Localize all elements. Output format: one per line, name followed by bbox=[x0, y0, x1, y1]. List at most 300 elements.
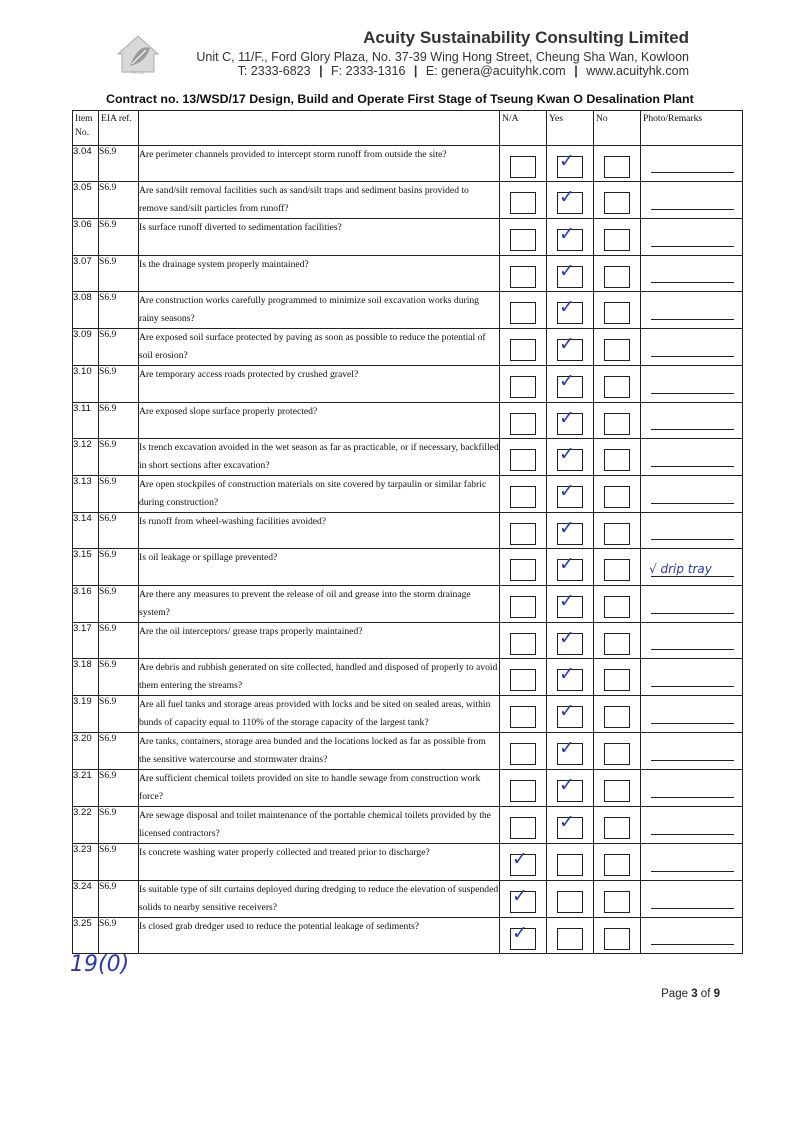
na-cell bbox=[500, 329, 547, 366]
checkmark-icon: ✓ bbox=[559, 333, 575, 356]
no-checkbox[interactable] bbox=[604, 780, 630, 802]
no-checkbox[interactable] bbox=[604, 486, 630, 508]
remarks-cell bbox=[641, 402, 743, 438]
yes-cell bbox=[547, 329, 594, 366]
table-row bbox=[73, 549, 743, 585]
checkmark-icon: ✓ bbox=[559, 223, 575, 246]
table-row bbox=[73, 512, 743, 548]
checkmark-icon: ✓ bbox=[512, 848, 528, 871]
item-number: 3.16 bbox=[73, 585, 99, 622]
remarks-cell bbox=[641, 329, 743, 366]
na-cell bbox=[500, 366, 547, 402]
no-checkbox[interactable] bbox=[604, 559, 630, 581]
header-yes: Yes bbox=[547, 111, 594, 146]
yes-checkbox[interactable] bbox=[557, 811, 583, 839]
yes-cell bbox=[547, 917, 594, 953]
checklist-table bbox=[72, 110, 743, 954]
no-cell bbox=[594, 146, 641, 182]
no-cell bbox=[594, 659, 641, 696]
checkmark-icon: ✓ bbox=[559, 259, 575, 282]
table-header-row bbox=[73, 111, 743, 146]
remarks-line[interactable] bbox=[651, 686, 734, 687]
item-number: 3.13 bbox=[73, 475, 99, 512]
table-row bbox=[73, 255, 743, 291]
remarks-line[interactable] bbox=[651, 944, 734, 945]
no-checkbox[interactable] bbox=[604, 449, 630, 471]
yes-cell bbox=[547, 182, 594, 219]
yes-cell bbox=[547, 770, 594, 807]
question-text: Are exposed slope surface properly protected? bbox=[139, 402, 500, 438]
no-cell bbox=[594, 807, 641, 844]
separator: | bbox=[574, 64, 578, 78]
na-checkbox[interactable] bbox=[510, 848, 536, 876]
eia-reference: S6.9 bbox=[99, 880, 139, 917]
eia-reference: S6.9 bbox=[99, 733, 139, 770]
na-cell bbox=[500, 146, 547, 182]
remarks-line[interactable] bbox=[651, 613, 734, 614]
checkmark-icon: ✓ bbox=[512, 884, 528, 907]
no-cell bbox=[594, 475, 641, 512]
na-checkbox[interactable] bbox=[510, 449, 536, 471]
remarks-cell bbox=[641, 255, 743, 291]
na-cell bbox=[500, 622, 547, 658]
remarks-cell bbox=[641, 182, 743, 219]
remarks-cell bbox=[641, 438, 743, 475]
no-checkbox[interactable] bbox=[604, 229, 630, 251]
table-row bbox=[73, 366, 743, 402]
no-cell bbox=[594, 733, 641, 770]
no-checkbox[interactable] bbox=[604, 817, 630, 839]
checkmark-icon: ✓ bbox=[559, 663, 575, 686]
remarks-line[interactable] bbox=[651, 723, 734, 724]
na-checkbox[interactable] bbox=[510, 921, 536, 950]
item-number: 3.12 bbox=[73, 438, 99, 475]
yes-cell bbox=[547, 402, 594, 438]
remarks-cell bbox=[641, 733, 743, 770]
question-text: Are sand/silt removal facilities such as sand/silt traps and sediment basins provided to remove sand/silt particles from runoff? bbox=[139, 182, 500, 219]
website-url: www.acuityhk.com bbox=[586, 64, 689, 78]
fax-number: F: 2333-1316 bbox=[331, 64, 406, 78]
no-cell bbox=[594, 512, 641, 548]
eia-reference: S6.9 bbox=[99, 219, 139, 255]
item-number: 3.18 bbox=[73, 659, 99, 696]
remarks-line[interactable] bbox=[651, 393, 734, 394]
item-number: 3.20 bbox=[73, 733, 99, 770]
no-checkbox[interactable] bbox=[604, 376, 630, 398]
yes-cell bbox=[547, 807, 594, 844]
item-number: 3.11 bbox=[73, 402, 99, 438]
no-cell bbox=[594, 329, 641, 366]
no-cell bbox=[594, 438, 641, 475]
eia-reference: S6.9 bbox=[99, 696, 139, 733]
separator: | bbox=[319, 64, 323, 78]
yes-cell bbox=[547, 292, 594, 329]
no-cell bbox=[594, 880, 641, 917]
separator: | bbox=[413, 64, 418, 78]
handwritten-note: 19(0) bbox=[70, 952, 130, 977]
question-text: Is trench excavation avoided in the wet season as far as practicable, or if necessary, backfilled in short sections after excavation? bbox=[139, 438, 500, 475]
item-number: 3.08 bbox=[73, 292, 99, 329]
no-checkbox[interactable] bbox=[604, 596, 630, 618]
remarks-line[interactable] bbox=[651, 246, 734, 247]
remarks-line[interactable] bbox=[651, 429, 734, 430]
header-na: N/A bbox=[500, 111, 547, 146]
table-row bbox=[73, 622, 743, 658]
item-number: 3.04 bbox=[73, 146, 99, 182]
na-cell bbox=[500, 807, 547, 844]
yes-cell bbox=[547, 255, 594, 291]
logo-caption: Acuity bbox=[131, 70, 145, 76]
no-cell bbox=[594, 770, 641, 807]
remarks-cell bbox=[641, 696, 743, 733]
remarks-line[interactable] bbox=[651, 649, 734, 650]
remarks-cell bbox=[641, 475, 743, 512]
item-number: 3.19 bbox=[73, 696, 99, 733]
na-checkbox[interactable] bbox=[510, 559, 536, 581]
eia-reference: S6.9 bbox=[99, 549, 139, 585]
table-row bbox=[73, 733, 743, 770]
na-cell bbox=[500, 549, 547, 585]
table-row bbox=[73, 438, 743, 475]
table-row bbox=[73, 585, 743, 622]
table-row bbox=[73, 329, 743, 366]
no-cell bbox=[594, 622, 641, 658]
na-checkbox[interactable] bbox=[510, 302, 536, 324]
table-row bbox=[73, 807, 743, 844]
table-row bbox=[73, 219, 743, 255]
checkmark-icon: ✓ bbox=[559, 700, 575, 723]
table-row bbox=[73, 402, 743, 438]
na-cell bbox=[500, 475, 547, 512]
question-text: Are there any measures to prevent the release of oil and grease into the storm drainage system? bbox=[139, 585, 500, 622]
na-checkbox[interactable] bbox=[510, 884, 536, 913]
checkmark-icon: ✓ bbox=[559, 296, 575, 319]
remarks-line[interactable] bbox=[651, 466, 734, 467]
yes-checkbox[interactable] bbox=[557, 479, 583, 508]
item-number: 3.09 bbox=[73, 329, 99, 366]
yes-cell bbox=[547, 438, 594, 475]
company-contact bbox=[238, 64, 689, 78]
no-cell bbox=[594, 219, 641, 255]
yes-checkbox[interactable] bbox=[557, 516, 583, 545]
checkmark-icon: ✓ bbox=[559, 479, 575, 502]
no-cell bbox=[594, 292, 641, 329]
remarks-line[interactable] bbox=[651, 576, 734, 577]
yes-checkbox[interactable] bbox=[557, 891, 583, 913]
na-cell bbox=[500, 438, 547, 475]
remarks-line[interactable] bbox=[651, 282, 734, 283]
no-cell bbox=[594, 402, 641, 438]
na-cell bbox=[500, 696, 547, 733]
na-checkbox[interactable] bbox=[510, 596, 536, 618]
na-cell bbox=[500, 733, 547, 770]
na-cell bbox=[500, 844, 547, 880]
yes-cell bbox=[547, 549, 594, 585]
yes-checkbox[interactable] bbox=[557, 626, 583, 655]
na-checkbox[interactable] bbox=[510, 780, 536, 802]
no-checkbox[interactable] bbox=[604, 891, 630, 913]
question-text: Is closed grab dredger used to reduce the potential leakage of sediments? bbox=[139, 917, 500, 953]
na-cell bbox=[500, 292, 547, 329]
question-text: Are all fuel tanks and storage areas provided with locks and be sited on sealed areas, within bunds of capacity equal to 110% of the storage capacity of the largest tank? bbox=[139, 696, 500, 733]
remarks-line[interactable] bbox=[651, 172, 734, 173]
checkmark-icon: ✓ bbox=[559, 516, 575, 539]
yes-cell bbox=[547, 512, 594, 548]
no-checkbox[interactable] bbox=[604, 523, 630, 545]
remarks-cell bbox=[641, 585, 743, 622]
item-number: 3.21 bbox=[73, 770, 99, 807]
yes-checkbox[interactable] bbox=[557, 928, 583, 950]
question-text: Are exposed soil surface protected by paving as soon as possible to reduce the potential of soil erosion? bbox=[139, 329, 500, 366]
table-row bbox=[73, 659, 743, 696]
table-row bbox=[73, 770, 743, 807]
yes-checkbox[interactable] bbox=[557, 553, 583, 581]
yes-checkbox[interactable] bbox=[557, 406, 583, 435]
no-cell bbox=[594, 585, 641, 622]
yes-cell bbox=[547, 219, 594, 255]
yes-checkbox[interactable] bbox=[557, 186, 583, 214]
table-row bbox=[73, 880, 743, 917]
eia-reference: S6.9 bbox=[99, 770, 139, 807]
eia-reference: S6.9 bbox=[99, 255, 139, 291]
question-text: Are sewage disposal and toilet maintenance of the portable chemical toilets provided by the licensed contractors? bbox=[139, 807, 500, 844]
checkmark-icon: ✓ bbox=[559, 737, 575, 760]
eia-reference: S6.9 bbox=[99, 329, 139, 366]
no-checkbox[interactable] bbox=[604, 302, 630, 324]
yes-cell bbox=[547, 880, 594, 917]
yes-checkbox[interactable] bbox=[557, 150, 583, 178]
item-number: 3.10 bbox=[73, 366, 99, 402]
yes-checkbox[interactable] bbox=[557, 854, 583, 876]
yes-cell bbox=[547, 659, 594, 696]
no-cell bbox=[594, 696, 641, 733]
remarks-cell bbox=[641, 659, 743, 696]
yes-checkbox[interactable] bbox=[557, 223, 583, 251]
eia-reference: S6.9 bbox=[99, 659, 139, 696]
checkmark-icon: ✓ bbox=[559, 589, 575, 612]
no-checkbox[interactable] bbox=[604, 413, 630, 435]
header-no: No bbox=[594, 111, 641, 146]
eia-reference: S6.9 bbox=[99, 292, 139, 329]
yes-checkbox[interactable] bbox=[557, 333, 583, 361]
table-row bbox=[73, 844, 743, 880]
remarks-cell bbox=[641, 146, 743, 182]
checkmark-icon: ✓ bbox=[559, 774, 575, 797]
checkmark-icon: ✓ bbox=[559, 553, 575, 576]
na-checkbox[interactable] bbox=[510, 339, 536, 361]
na-checkbox[interactable] bbox=[510, 669, 536, 691]
na-checkbox[interactable] bbox=[510, 817, 536, 839]
eia-reference: S6.9 bbox=[99, 585, 139, 622]
remarks-cell bbox=[641, 549, 743, 585]
eia-reference: S6.9 bbox=[99, 438, 139, 475]
question-text: Are sufficient chemical toilets provided on site to handle sewage from construction work force? bbox=[139, 770, 500, 807]
item-number: 3.24 bbox=[73, 880, 99, 917]
eia-reference: S6.9 bbox=[99, 844, 139, 880]
no-checkbox[interactable] bbox=[604, 266, 630, 288]
email-address: E: genera@acuityhk.com bbox=[425, 64, 566, 78]
checkmark-icon: ✓ bbox=[559, 626, 575, 649]
na-checkbox[interactable] bbox=[510, 633, 536, 655]
checkmark-icon: ✓ bbox=[512, 921, 528, 944]
table-row bbox=[73, 292, 743, 329]
remarks-cell bbox=[641, 844, 743, 880]
yes-checkbox[interactable] bbox=[557, 663, 583, 691]
question-text: Are tanks, containers, storage area bunded and the locations locked as far as possible from the sensitive watercourse and stormwater drains? bbox=[139, 733, 500, 770]
question-text: Is concrete washing water properly collected and treated prior to discharge? bbox=[139, 844, 500, 880]
remarks-line[interactable] bbox=[651, 834, 734, 835]
table-row bbox=[73, 146, 743, 182]
item-number: 3.05 bbox=[73, 182, 99, 219]
eia-reference: S6.9 bbox=[99, 807, 139, 844]
yes-cell bbox=[547, 622, 594, 658]
no-cell bbox=[594, 366, 641, 402]
question-text: Are the oil interceptors/ grease traps properly maintained? bbox=[139, 622, 500, 658]
remarks-cell bbox=[641, 512, 743, 548]
na-cell bbox=[500, 219, 547, 255]
question-text: Is oil leakage or spillage prevented? bbox=[139, 549, 500, 585]
yes-checkbox[interactable] bbox=[557, 259, 583, 288]
item-number: 3.15 bbox=[73, 549, 99, 585]
checkmark-icon: ✓ bbox=[559, 811, 575, 834]
contract-title: Contract no. 13/WSD/17 Design, Build and Operate First Stage of Tseung Kwan O Desalination Plant bbox=[106, 92, 694, 106]
yes-checkbox[interactable] bbox=[557, 774, 583, 802]
no-checkbox[interactable] bbox=[604, 854, 630, 876]
remarks-line[interactable] bbox=[651, 503, 734, 504]
yes-cell bbox=[547, 585, 594, 622]
eia-reference: S6.9 bbox=[99, 182, 139, 219]
yes-cell bbox=[547, 696, 594, 733]
na-checkbox[interactable] bbox=[510, 486, 536, 508]
item-number: 3.25 bbox=[73, 917, 99, 953]
no-checkbox[interactable] bbox=[604, 192, 630, 214]
na-cell bbox=[500, 512, 547, 548]
remarks-line[interactable] bbox=[651, 319, 734, 320]
na-checkbox[interactable] bbox=[510, 743, 536, 765]
no-cell bbox=[594, 549, 641, 585]
na-cell bbox=[500, 255, 547, 291]
remarks-line[interactable] bbox=[651, 797, 734, 798]
eia-reference: S6.9 bbox=[99, 917, 139, 953]
na-checkbox[interactable] bbox=[510, 266, 536, 288]
table-row bbox=[73, 917, 743, 953]
eia-reference: S6.9 bbox=[99, 512, 139, 548]
remarks-line[interactable] bbox=[651, 209, 734, 210]
yes-checkbox[interactable] bbox=[557, 700, 583, 728]
yes-cell bbox=[547, 475, 594, 512]
no-checkbox[interactable] bbox=[604, 928, 630, 950]
na-checkbox[interactable] bbox=[510, 413, 536, 435]
question-text: Are construction works carefully programmed to minimize soil excavation works during rainy seasons? bbox=[139, 292, 500, 329]
no-checkbox[interactable] bbox=[604, 339, 630, 361]
na-cell bbox=[500, 659, 547, 696]
item-number: 3.14 bbox=[73, 512, 99, 548]
remarks-cell bbox=[641, 807, 743, 844]
yes-cell bbox=[547, 844, 594, 880]
yes-checkbox[interactable] bbox=[557, 589, 583, 618]
no-checkbox[interactable] bbox=[604, 706, 630, 728]
question-text: Are open stockpiles of construction materials on site covered by tarpaulin or similar fabric during construction? bbox=[139, 475, 500, 512]
no-cell bbox=[594, 255, 641, 291]
na-cell bbox=[500, 402, 547, 438]
question-text: Is the drainage system properly maintained? bbox=[139, 255, 500, 291]
remarks-cell bbox=[641, 917, 743, 953]
na-checkbox[interactable] bbox=[510, 229, 536, 251]
remarks-cell bbox=[641, 292, 743, 329]
table-row bbox=[73, 696, 743, 733]
remarks-line[interactable] bbox=[651, 871, 734, 872]
header-remarks: Photo/Remarks bbox=[641, 111, 743, 146]
no-checkbox[interactable] bbox=[604, 669, 630, 691]
question-text: Is surface runoff diverted to sedimentation facilities? bbox=[139, 219, 500, 255]
eia-reference: S6.9 bbox=[99, 366, 139, 402]
na-cell bbox=[500, 182, 547, 219]
na-checkbox[interactable] bbox=[510, 523, 536, 545]
no-cell bbox=[594, 844, 641, 880]
checkmark-icon: ✓ bbox=[559, 186, 575, 209]
na-checkbox[interactable] bbox=[510, 192, 536, 214]
item-number: 3.07 bbox=[73, 255, 99, 291]
page-number: Page 3 of 9 bbox=[661, 988, 720, 1000]
yes-checkbox[interactable] bbox=[557, 737, 583, 765]
remarks-cell bbox=[641, 880, 743, 917]
yes-checkbox[interactable] bbox=[557, 296, 583, 324]
no-checkbox[interactable] bbox=[604, 633, 630, 655]
company-address: Unit C, 11/F., Ford Glory Plaza, No. 37-39 Wing Hong Street, Cheung Sha Wan, Kowloon bbox=[196, 50, 689, 64]
checkmark-icon: ✓ bbox=[559, 406, 575, 429]
no-checkbox[interactable] bbox=[604, 743, 630, 765]
table-row bbox=[73, 182, 743, 219]
eia-reference: S6.9 bbox=[99, 475, 139, 512]
remarks-cell bbox=[641, 366, 743, 402]
question-text: Is runoff from wheel-washing facilities avoided? bbox=[139, 512, 500, 548]
na-checkbox[interactable] bbox=[510, 706, 536, 728]
checkmark-icon: ✓ bbox=[559, 370, 575, 393]
na-cell bbox=[500, 917, 547, 953]
checkmark-icon: ✓ bbox=[559, 442, 575, 465]
remarks-line[interactable] bbox=[651, 760, 734, 761]
no-cell bbox=[594, 182, 641, 219]
remarks-line[interactable] bbox=[651, 356, 734, 357]
remarks-line[interactable] bbox=[651, 908, 734, 909]
company-name: Acuity Sustainability Consulting Limited bbox=[363, 28, 689, 47]
no-cell bbox=[594, 917, 641, 953]
item-number: 3.06 bbox=[73, 219, 99, 255]
yes-checkbox[interactable] bbox=[557, 370, 583, 398]
item-number: 3.17 bbox=[73, 622, 99, 658]
yes-checkbox[interactable] bbox=[557, 442, 583, 471]
header-eia-ref: EIA ref. bbox=[99, 111, 139, 146]
question-text: Is suitable type of silt curtains deployed during dredging to reduce the elevation of suspended solids to nearby sensitive receivers? bbox=[139, 880, 500, 917]
no-checkbox[interactable] bbox=[604, 156, 630, 178]
header-question bbox=[139, 111, 500, 146]
na-cell bbox=[500, 585, 547, 622]
yes-cell bbox=[547, 733, 594, 770]
yes-cell bbox=[547, 146, 594, 182]
question-text: Are temporary access roads protected by crushed gravel? bbox=[139, 366, 500, 402]
na-checkbox[interactable] bbox=[510, 376, 536, 398]
remarks-line[interactable] bbox=[651, 539, 734, 540]
yes-cell bbox=[547, 366, 594, 402]
question-text: Are perimeter channels provided to intercept storm runoff from outside the site? bbox=[139, 146, 500, 182]
eia-reference: S6.9 bbox=[99, 622, 139, 658]
header-item-no: Item No. bbox=[73, 111, 99, 146]
remarks-cell bbox=[641, 622, 743, 658]
eia-reference: S6.9 bbox=[99, 402, 139, 438]
item-number: 3.22 bbox=[73, 807, 99, 844]
na-cell bbox=[500, 770, 547, 807]
na-checkbox[interactable] bbox=[510, 156, 536, 178]
